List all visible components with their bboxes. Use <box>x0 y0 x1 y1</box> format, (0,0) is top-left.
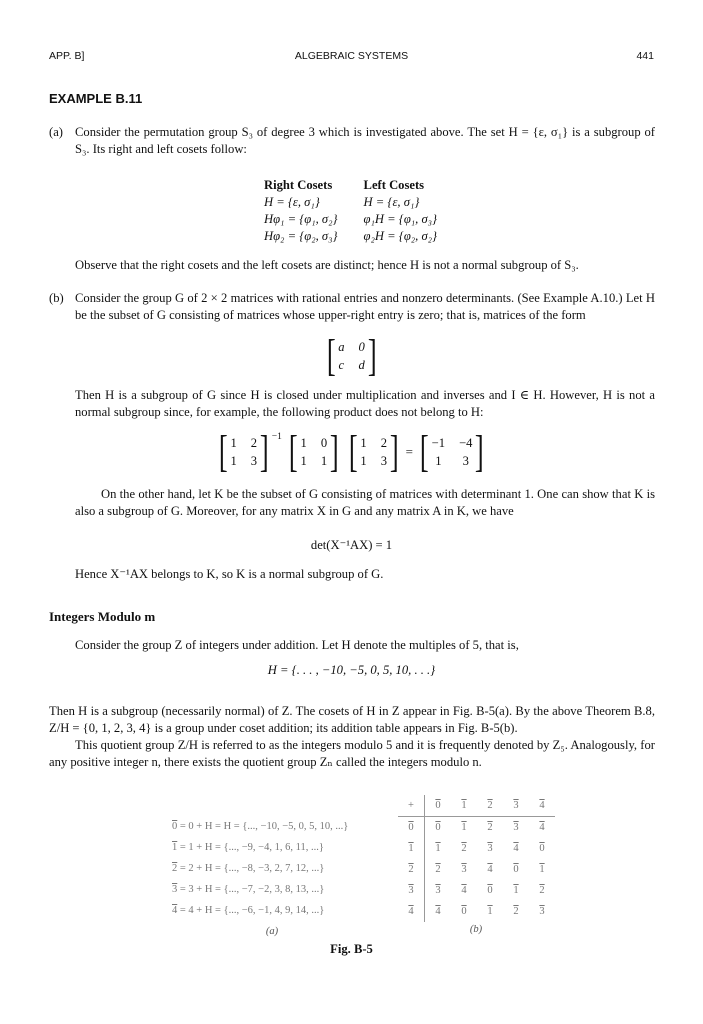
table-row <box>398 817 555 839</box>
part-b-text4: Hence X⁻¹AX belongs to K, so K is a normal subgroup of G. <box>75 567 384 581</box>
part-b-text2: Then H is a subgroup of G since H is closed under multiplication and inverses and I ∈ H. However, H is not a normal subgroup since, for example, the following product does not belong to H: <box>75 388 655 419</box>
table-cell: 3 <box>487 843 493 854</box>
matrix-entry: 3 <box>250 454 258 468</box>
table-cell: 2 <box>398 859 425 880</box>
matrix-entry: d <box>358 358 365 372</box>
equals-sign: = <box>405 444 414 459</box>
table-cell: 1 <box>539 864 545 875</box>
coset-line <box>172 858 372 879</box>
coset-rep: 0 <box>172 821 178 832</box>
matrix-entry: 1 <box>230 454 237 468</box>
figure-caption: Fig. B-5 <box>330 942 373 956</box>
table-cell: 4 <box>435 906 441 917</box>
coset-rep: 1 <box>172 842 178 853</box>
left-cosets-header: Left Cosets <box>363 178 425 192</box>
matrix-entry: −1 <box>431 436 446 450</box>
matrix-entry: 1 <box>320 454 328 468</box>
matrix-entry: 1 <box>300 454 307 468</box>
multiples-equation: H = {. . . , −10, −5, 0, 5, 10, . . .} <box>267 663 436 677</box>
coset-rep: 4 <box>172 905 178 916</box>
table-cell: 4 <box>529 795 555 817</box>
table-row <box>398 859 555 880</box>
table-cell: 3 <box>503 795 529 817</box>
table-cell: 2 <box>539 885 545 896</box>
inverse-exponent: −1 <box>271 432 282 442</box>
table-cell: 1 <box>513 885 519 896</box>
table-cell: 3 <box>461 864 467 875</box>
running-header-left: APP. B] <box>49 50 85 62</box>
table-cell: 1 <box>398 838 425 859</box>
running-header-title: ALGEBRAIC SYSTEMS <box>294 50 409 62</box>
table-cell: 3 <box>513 822 519 833</box>
coset-def: = 4 + H = {..., −6, −1, 4, 9, 14, ...} <box>177 905 325 916</box>
part-a-conclusion: Observe that the right cosets and the left cosets are distinct; hence H is not a normal subgroup of S₃. <box>75 258 579 272</box>
table-cell: 0 <box>487 885 493 896</box>
table-cell: 0 <box>398 817 425 839</box>
coset-cell: φ₁H = {φ₁, σ₃} <box>363 212 438 226</box>
coset-rep: 3 <box>172 884 178 895</box>
part-a-label: (a) <box>49 125 63 139</box>
example-part-b <box>49 290 655 324</box>
coset-def: = 1 + H = {..., −9, −4, 1, 6, 11, ...} <box>177 842 324 853</box>
matrix-entry: 0 <box>358 340 365 354</box>
table-cell: 3 <box>539 906 545 917</box>
matrix-entry: a <box>338 340 345 354</box>
table-cell: 4 <box>487 864 493 875</box>
table-cell: 1 <box>451 795 477 817</box>
table-cell: 2 <box>487 822 493 833</box>
addition-table <box>398 795 555 935</box>
table-cell: 2 <box>435 864 441 875</box>
table-cell: 4 <box>513 843 519 854</box>
matrix-entry: 1 <box>300 436 307 450</box>
coset-line <box>172 900 372 921</box>
table-cell: 1 <box>487 906 493 917</box>
table-row <box>398 901 555 922</box>
table-cell: 3 <box>435 885 441 896</box>
example-title: EXAMPLE B.11 <box>49 91 143 106</box>
part-a-text: Consider the permutation group S₃ of degree 3 which is investigated above. The set H = {ε, σ₁} is a subgroup of S₃. Its right and left cosets follow: <box>75 125 655 156</box>
section-paragraph-3: This quotient group Z/H is referred to as the integers modulo 5 and it is frequently denoted by Z₅. Analogously, for any positive integer n, there exists the quotient group Zₙ called the integers modulo n. <box>49 738 655 769</box>
table-cell: + <box>398 795 425 817</box>
table-cell: 0 <box>461 906 467 917</box>
table-cell: 3 <box>398 880 425 901</box>
figure-caption-a: (a) <box>265 926 279 937</box>
right-cosets-header: Right Cosets <box>264 178 333 192</box>
coset-line <box>172 879 372 900</box>
coset-def: = 2 + H = {..., −8, −3, 2, 7, 12, ...} <box>177 863 325 874</box>
table-cell: 0 <box>425 795 452 817</box>
coset-def: = 0 + H = H = {..., −10, −5, 0, 5, 10, ...} <box>177 821 349 832</box>
table-cell: 4 <box>398 901 425 922</box>
matrix-entry: 0 <box>320 436 328 450</box>
matrix-entry: 2 <box>250 436 258 450</box>
coset-cell: Hφ₂ = {φ₂, σ₃} <box>264 229 338 243</box>
matrix-entry: 1 <box>435 454 442 468</box>
table-cell: 0 <box>435 822 441 833</box>
det-equation: det(X⁻¹AX) = 1 <box>310 538 393 552</box>
table-cell: 2 <box>477 795 503 817</box>
table-cell: 2 <box>513 906 519 917</box>
table-header-row <box>398 795 555 817</box>
table-row <box>398 838 555 859</box>
coset-cell: φ₂H = {φ₂, σ₂} <box>363 229 438 243</box>
figure-caption-b: (b) <box>469 924 483 935</box>
table-cell: 0 <box>513 864 519 875</box>
coset-cell: Hφ₁ = {φ₁, σ₂} <box>264 212 338 226</box>
table-cell: 0 <box>539 843 545 854</box>
section-title: Integers Modulo m <box>49 609 156 624</box>
coset-line <box>172 816 372 837</box>
matrix-entry: 1 <box>360 436 367 450</box>
coset-cell: H = {ε, σ₁} <box>363 195 420 209</box>
part-b-text: Consider the group G of 2 × 2 matrices with rational entries and nonzero determinants. (See Example A.10.) Let H be the subset of G consisting of matrices whose upper-right entry is zero; that is, matrices of the form <box>75 291 655 322</box>
part-b-text3: On the other hand, let K be the subset of G consisting of matrices with determinant 1. One can show that K is also a subgroup of G. Moreover, for any matrix X in G and any matrix A in K, we have <box>75 487 655 518</box>
matrix-form: [ a 0 c d ] <box>326 331 377 380</box>
section-paragraph-1: Consider the group Z of integers under addition. Let H denote the multiples of 5, that is, <box>75 638 519 652</box>
matrix-entry: c <box>338 358 345 372</box>
example-part-a <box>49 124 655 158</box>
table-cell: 2 <box>461 843 467 854</box>
coset-line <box>172 837 372 858</box>
page-number: 441 <box>636 50 654 62</box>
table-cell: 4 <box>461 885 467 896</box>
matrix-entry: −4 <box>459 436 473 450</box>
table-cell: 1 <box>435 843 441 854</box>
coset-cell: H = {ε, σ₁} <box>264 195 320 209</box>
part-b-label: (b) <box>49 291 64 305</box>
matrix-entry: 3 <box>462 454 469 468</box>
matrix-entry: 1 <box>230 436 237 450</box>
matrix-entry: 3 <box>380 454 388 468</box>
figure-cosets-list <box>172 816 372 942</box>
table-row <box>398 880 555 901</box>
matrix-entry: 2 <box>380 436 388 450</box>
section-paragraph-2: Then H is a subgroup (necessarily normal) of Z. The cosets of H in Z appear in Fig. B-5(a). By the above Theorem B.8, Z/H = {0, 1, 2, 3, 4} is a group under coset addition; its addition table appears in Fig. B-5(b). <box>49 704 655 735</box>
table-cell: 4 <box>539 822 545 833</box>
coset-rep: 2 <box>172 863 178 874</box>
coset-def: = 3 + H = {..., −7, −2, 3, 8, 13, ...} <box>177 884 325 895</box>
matrix-entry: 1 <box>360 454 367 468</box>
matrix-product: [ 1 2 1 3 ] $^{-1}$ [ 1 0 1 1 ] [ 1 2 1 3 ] = [ −1 −4 1 3 ] <box>218 427 485 476</box>
table-cell: 1 <box>461 822 467 833</box>
cosets-table <box>264 177 463 245</box>
